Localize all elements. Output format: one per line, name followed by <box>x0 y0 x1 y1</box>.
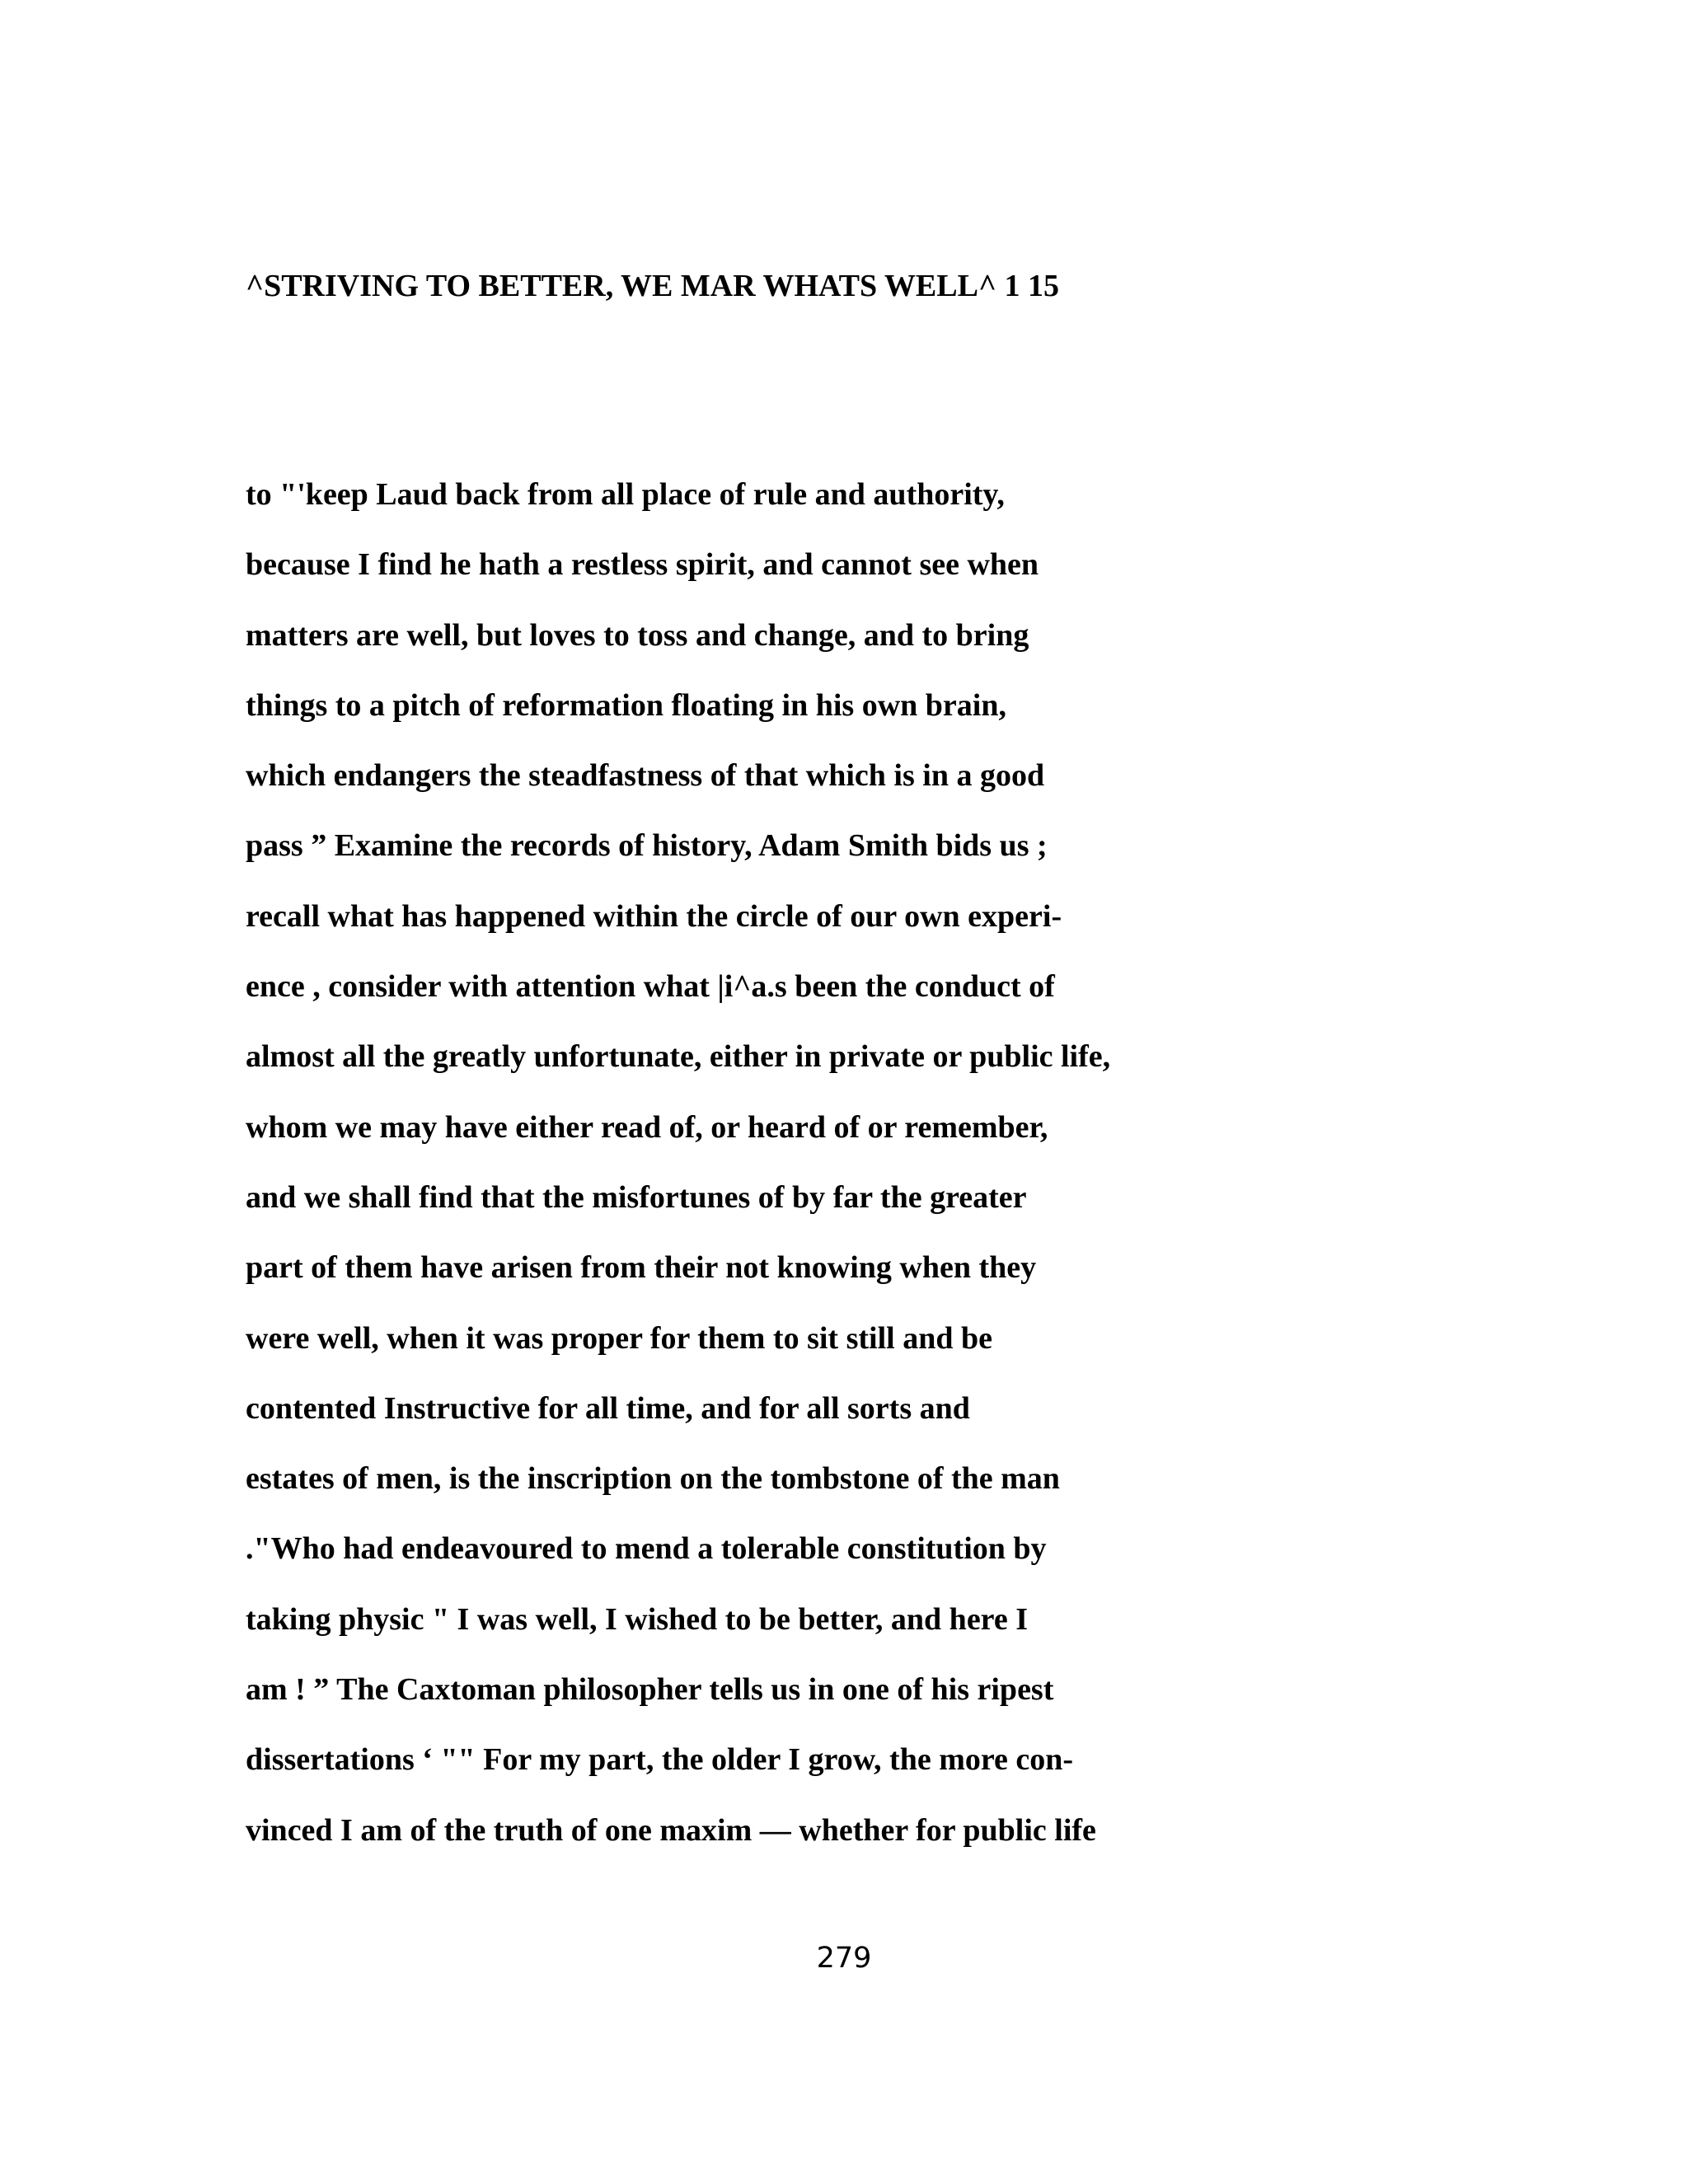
running-head-title: ^STRIVING TO BETTER, WE MAR WHATS WELL^ 1 15 <box>246 269 1060 303</box>
page-number: 279 <box>816 1942 872 1975</box>
text-line: were well, when it was proper for them to sit still and be <box>246 1320 992 1356</box>
text-line: estates of men, is the inscription on the tombstone of the man <box>246 1461 1060 1497</box>
text-line: things to a pitch of reformation floating in his own brain, <box>246 687 1006 723</box>
text-line: ."Who had endeavoured to mend a tolerable constitution by <box>246 1531 1047 1567</box>
text-line: because I find he hath a restless spirit, and cannot see when <box>246 547 1039 583</box>
text-line: dissertations ‘ "" For my part, the older I grow, the more con- <box>246 1742 1074 1778</box>
body-text <box>246 474 1110 1880</box>
text-line: matters are well, but loves to toss and change, and to bring <box>246 617 1029 653</box>
text-line: and we shall find that the misfortunes of by far the greater <box>246 1179 1027 1215</box>
text-line: part of them have arisen from their not knowing when they <box>246 1250 1037 1286</box>
text-line: pass ” Examine the records of history, Adam Smith bids us ; <box>246 828 1048 864</box>
text-line: vinced I am of the truth of one maxim — whether for public life <box>246 1812 1096 1848</box>
text-line: am ! ” The Caxtoman philosopher tells us in one of his ripest <box>246 1672 1054 1708</box>
text-line: taking physic " I was well, I wished to be better, and here I <box>246 1601 1029 1637</box>
text-line: recall what has happened within the circle of our own experi- <box>246 898 1062 934</box>
text-line: almost all the greatly unfortunate, either in private or public life, <box>246 1039 1111 1075</box>
text-line: which endangers the steadfastness of that which is in a good <box>246 758 1045 794</box>
text-line: contented Instructive for all time, and for all sorts and <box>246 1390 970 1426</box>
text-line: ence , consider with attention what |i^a.s been the conduct of <box>246 969 1055 1005</box>
text-line: whom we may have either read of, or heard of or remember, <box>246 1109 1048 1145</box>
text-line: to "'keep Laud back from all place of rule and authority, <box>246 477 1005 512</box>
